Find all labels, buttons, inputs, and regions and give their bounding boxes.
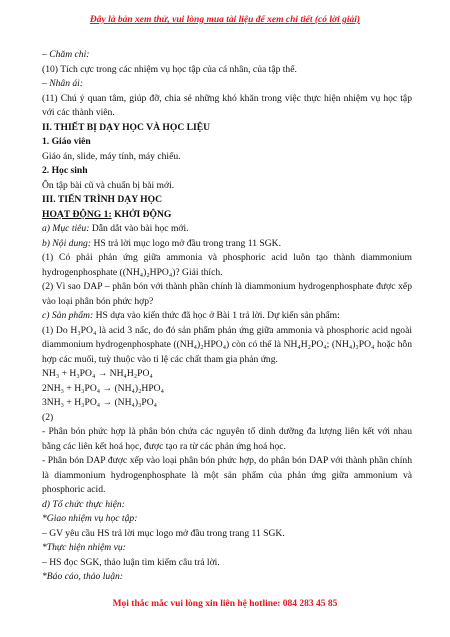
teacher-heading: 1. Giáo viên bbox=[42, 136, 91, 147]
preview-notice: Đây là bản xem thử, vui lòng mua tài liệu để xem chi tiết (có lời giải) bbox=[89, 15, 361, 25]
assign-task-heading: *Giao nhiệm vụ học tập: bbox=[42, 513, 138, 524]
student-text: Ôn tập bài cũ và chuẩn bị bài mới. bbox=[42, 179, 175, 191]
product-text: HS dựa vào kiến thức đã học ở Bài 1 trả lời. Dự kiến sản phẩm: bbox=[95, 310, 340, 321]
activity-1-heading bbox=[42, 208, 412, 223]
document-body bbox=[42, 48, 412, 585]
answer-1: (1) Do H₃PO₄ là acid 3 nấc, do đó sản phẩm phản ứng giữa ammonia và phosphoric acid ngoài diammonium hydrogenphosphate ((NH₄)₂HPO₄) còn có thể là NH₄H₂PO₄; (NH₄)₃PO₄ hoặc hỗn hợp các muối, tuỳ thuộc vào tỉ lệ các chất tham gia phản ứng. bbox=[42, 324, 412, 365]
cham-chi-label: – Chăm chỉ: bbox=[42, 49, 90, 60]
objective-text: Dẫn dắt vào bài học mới. bbox=[91, 223, 189, 234]
assign-task-text: – GV yêu cầu HS trả lời mục logo mở đầu trong trang 11 SGK. bbox=[42, 527, 285, 539]
objective-10: (10) Tích cực trong các nhiệm vụ học tập của cá nhân, của tập thể. bbox=[42, 63, 297, 75]
product-line bbox=[42, 309, 412, 324]
perform-task-heading: *Thực hiện nhiệm vụ: bbox=[42, 542, 126, 553]
equation-1: NH₃ + H₃PO₄ → NH₄H₂PO₄ bbox=[42, 368, 153, 379]
nhan-ai-label: – Nhân ái: bbox=[42, 78, 84, 89]
section-3-heading: III. TIẾN TRÌNH DẠY HỌC bbox=[42, 194, 163, 205]
question-2: (2) Vì sao DAP – phân bón với thành phần chính là diammonium hydrogenphosphate được xếp vào loại phân bón phức hợp? bbox=[42, 281, 412, 307]
content-text: HS trả lời mục logo mở đầu trong trang 11 SGK. bbox=[93, 237, 281, 249]
equation-2: 2NH₃ + H₃PO₄ → (NH₄)₂HPO₄ bbox=[42, 382, 164, 394]
perform-task-text: – HS đọc SGK, thảo luận tìm kiếm câu trả lời. bbox=[42, 556, 220, 568]
objective-11: (11) Chú ý quan tâm, giúp đỡ, chia sẻ những khó khăn trong việc thực hiện nhiệm vụ học tập với các thành viên. bbox=[42, 92, 412, 118]
question-1: (1) Có phải phản ứng giữa ammonia và phosphoric acid luôn tạo thành diammonium hydrogenphosphate ((NH₄)₂HPO₄)? Giải thích. bbox=[42, 252, 412, 278]
report-heading: *Báo cáo, thảo luận: bbox=[42, 571, 124, 582]
teacher-text: Giáo án, slide, máy tính, máy chiếu. bbox=[42, 150, 181, 162]
student-heading: 2. Học sinh bbox=[42, 165, 88, 176]
answer-2-part-1: - Phân bón phức hợp là phân bón chứa các nguyên tố dinh dưỡng đa lượng liên kết với nhau bằng các liên kết hoá học, được tạo ra từ các phản ứng hoá học. bbox=[42, 426, 412, 452]
answer-2-number: (2) bbox=[42, 411, 54, 423]
activity-1-label: HOẠT ĐỘNG 1: bbox=[42, 208, 112, 220]
answer-2-part-2: - Phân bón DAP được xếp vào loại phân bón phức hợp, do phân bón DAP với thành phần chính là diammonium hydrogenphosphate là một sản phẩm của phản ứng giữa ammonium và phosphoric acid. bbox=[42, 455, 412, 495]
organization-heading: d) Tổ chức thực hiện: bbox=[42, 498, 125, 510]
objective-line bbox=[42, 222, 412, 237]
content-line bbox=[42, 237, 412, 252]
activity-1-title: KHỞI ĐỘNG bbox=[114, 208, 172, 220]
content-label: b) Nội dung: bbox=[42, 237, 92, 249]
product-label: c) Sản phẩm: bbox=[42, 310, 94, 321]
section-2-heading: II. THIẾT BỊ DẠY HỌC VÀ HỌC LIỆU bbox=[42, 121, 211, 133]
objective-label: a) Mục tiêu: bbox=[42, 223, 90, 234]
equation-3: 3NH₃ + H₃PO₄ → (NH₄)₃PO₄ bbox=[42, 397, 158, 408]
hotline-notice: Mọi thắc mắc vui lòng xin liên hệ hotline: 084 283 45 85 bbox=[112, 599, 338, 609]
